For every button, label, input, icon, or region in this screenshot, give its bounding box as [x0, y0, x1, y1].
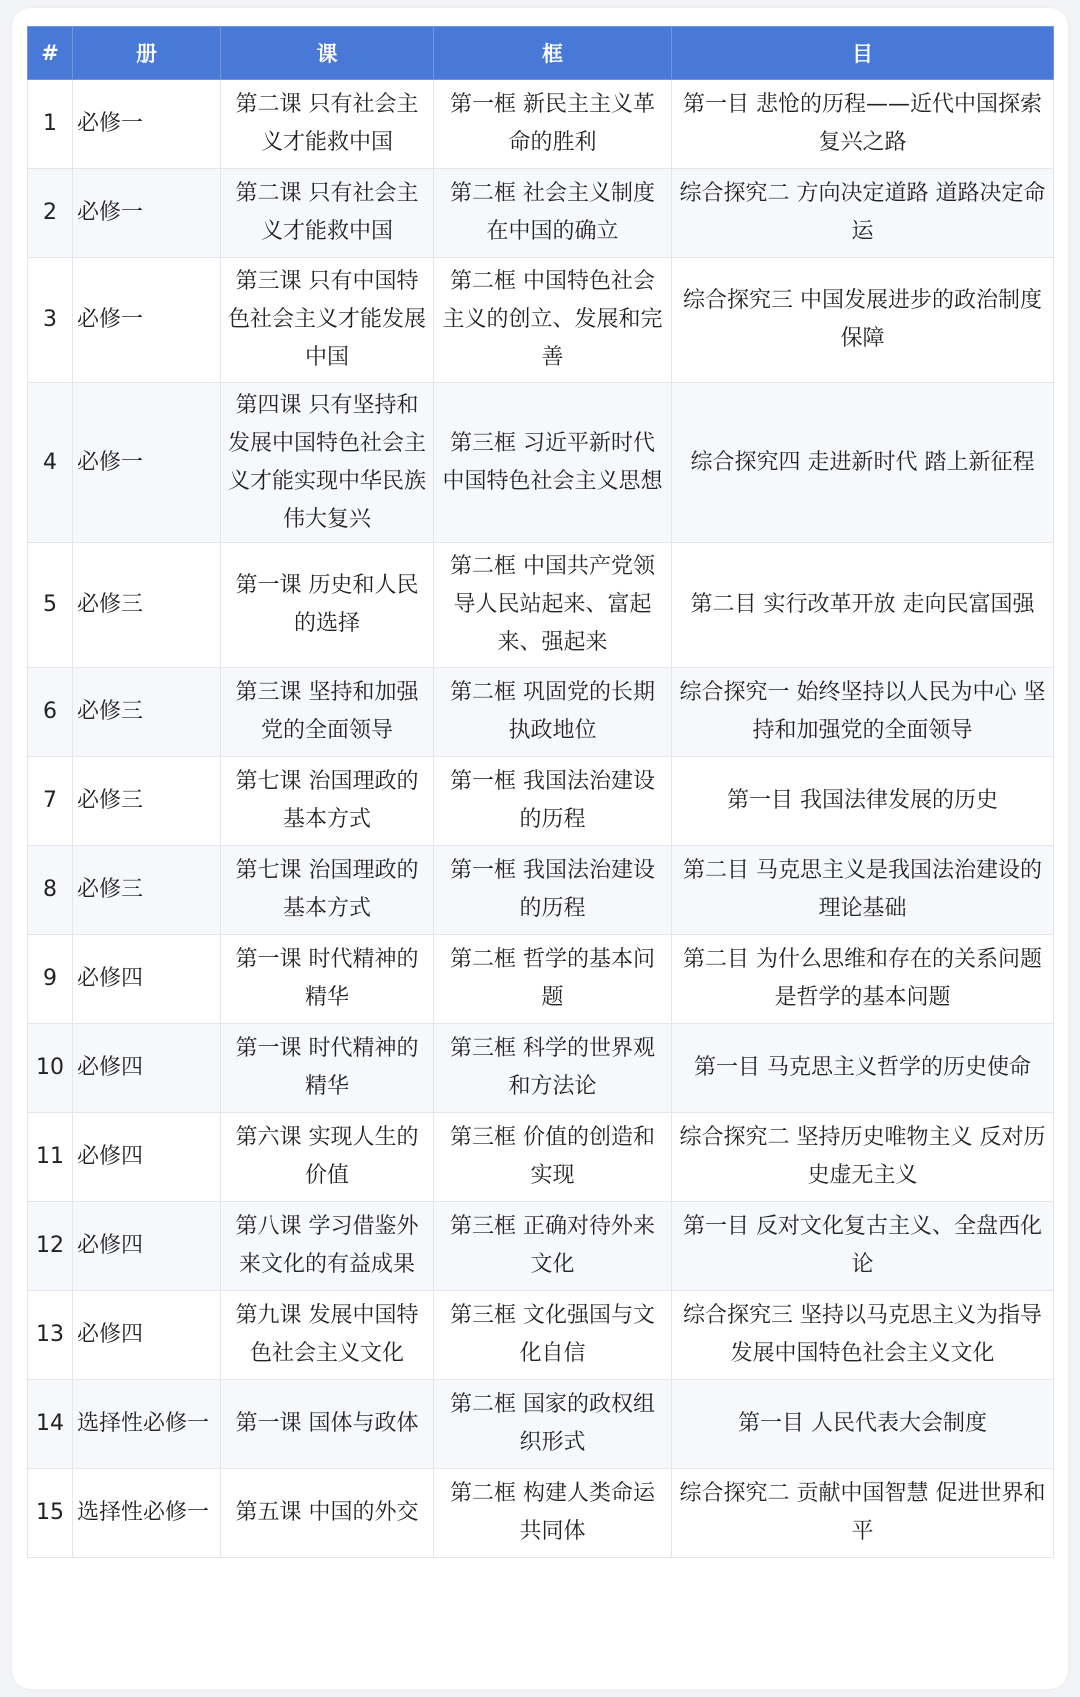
header-number: #: [28, 27, 73, 80]
row-frame: 第三框 习近平新时代中国特色社会主义思想: [434, 383, 672, 543]
row-item: 综合探究三 坚持以马克思主义为指导 发展中国特色社会主义文化: [672, 1291, 1054, 1380]
table-row: [28, 383, 1054, 543]
row-frame: 第三框 价值的创造和实现: [434, 1113, 672, 1202]
row-volume: 必修四: [73, 1113, 221, 1202]
table-header: [28, 27, 1054, 80]
row-volume: 必修三: [73, 668, 221, 757]
row-volume: 必修四: [73, 1202, 221, 1291]
row-lesson: 第四课 只有坚持和发展中国特色社会主义才能实现中华民族伟大复兴: [221, 383, 434, 543]
table-row: [28, 1113, 1054, 1202]
row-frame: 第三框 文化强国与文化自信: [434, 1291, 672, 1380]
row-number: 5: [28, 543, 73, 668]
table-row: [28, 80, 1054, 169]
table-row: [28, 846, 1054, 935]
row-number: 14: [28, 1380, 73, 1469]
row-item: 第一目 我国法律发展的历史: [672, 757, 1054, 846]
row-volume: 必修一: [73, 80, 221, 169]
row-number: 15: [28, 1469, 73, 1558]
row-lesson: 第七课 治国理政的基本方式: [221, 846, 434, 935]
row-item: 第一目 反对文化复古主义、全盘西化论: [672, 1202, 1054, 1291]
table-row: [28, 258, 1054, 383]
header-item: 目: [672, 27, 1054, 80]
row-frame: 第二框 国家的政权组织形式: [434, 1380, 672, 1469]
table-row: [28, 1380, 1054, 1469]
header-volume: 册: [73, 27, 221, 80]
row-item: 综合探究一 始终坚持以人民为中心 坚持和加强党的全面领导: [672, 668, 1054, 757]
row-frame: 第一框 新民主主义革命的胜利: [434, 80, 672, 169]
table-card: [12, 8, 1068, 1689]
row-volume: 选择性必修一: [73, 1380, 221, 1469]
row-volume: 必修三: [73, 846, 221, 935]
row-frame: 第二框 社会主义制度在中国的确立: [434, 169, 672, 258]
header-row: [28, 27, 1054, 80]
row-volume: 必修三: [73, 757, 221, 846]
row-item: 第二目 实行改革开放 走向民富国强: [672, 543, 1054, 668]
row-number: 10: [28, 1024, 73, 1113]
row-number: 8: [28, 846, 73, 935]
row-number: 13: [28, 1291, 73, 1380]
row-frame: 第二框 哲学的基本问题: [434, 935, 672, 1024]
row-item: 综合探究二 坚持历史唯物主义 反对历史虚无主义: [672, 1113, 1054, 1202]
row-item: 综合探究三 中国发展进步的政治制度保障: [672, 258, 1054, 383]
table-body: [28, 80, 1054, 1558]
row-lesson: 第八课 学习借鉴外来文化的有益成果: [221, 1202, 434, 1291]
table-row: [28, 1024, 1054, 1113]
course-table: [27, 26, 1054, 1558]
row-frame: 第二框 构建人类命运共同体: [434, 1469, 672, 1558]
row-item: 第一目 马克思主义哲学的历史使命: [672, 1024, 1054, 1113]
row-volume: 必修一: [73, 169, 221, 258]
row-lesson: 第五课 中国的外交: [221, 1469, 434, 1558]
row-number: 12: [28, 1202, 73, 1291]
table-row: [28, 757, 1054, 846]
row-lesson: 第一课 时代精神的精华: [221, 1024, 434, 1113]
row-item: 综合探究二 方向决定道路 道路决定命运: [672, 169, 1054, 258]
row-lesson: 第一课 历史和人民的选择: [221, 543, 434, 668]
table-row: [28, 543, 1054, 668]
row-item: 第一目 人民代表大会制度: [672, 1380, 1054, 1469]
row-number: 4: [28, 383, 73, 543]
row-volume: 必修四: [73, 1024, 221, 1113]
row-number: 9: [28, 935, 73, 1024]
row-lesson: 第九课 发展中国特色社会主义文化: [221, 1291, 434, 1380]
row-number: 7: [28, 757, 73, 846]
row-item: 第一目 悲怆的历程——近代中国探索复兴之路: [672, 80, 1054, 169]
row-frame: 第一框 我国法治建设的历程: [434, 757, 672, 846]
row-number: 3: [28, 258, 73, 383]
row-volume: 必修一: [73, 258, 221, 383]
table-row: [28, 169, 1054, 258]
row-frame: 第三框 科学的世界观和方法论: [434, 1024, 672, 1113]
row-volume: 必修四: [73, 935, 221, 1024]
row-frame: 第二框 中国共产党领导人民站起来、富起来、强起来: [434, 543, 672, 668]
table-row: [28, 935, 1054, 1024]
row-lesson: 第六课 实现人生的价值: [221, 1113, 434, 1202]
header-lesson: 课: [221, 27, 434, 80]
row-frame: 第二框 巩固党的长期执政地位: [434, 668, 672, 757]
row-item: 第二目 为什么思维和存在的关系问题是哲学的基本问题: [672, 935, 1054, 1024]
row-number: 1: [28, 80, 73, 169]
row-frame: 第一框 我国法治建设的历程: [434, 846, 672, 935]
row-lesson: 第三课 只有中国特色社会主义才能发展中国: [221, 258, 434, 383]
table-row: [28, 1291, 1054, 1380]
row-volume: 必修三: [73, 543, 221, 668]
row-number: 6: [28, 668, 73, 757]
row-volume: 必修一: [73, 383, 221, 543]
row-item: 综合探究四 走进新时代 踏上新征程: [672, 383, 1054, 543]
row-number: 2: [28, 169, 73, 258]
row-volume: 选择性必修一: [73, 1469, 221, 1558]
row-frame: 第二框 中国特色社会主义的创立、发展和完善: [434, 258, 672, 383]
row-lesson: 第一课 时代精神的精华: [221, 935, 434, 1024]
row-volume: 必修四: [73, 1291, 221, 1380]
row-lesson: 第一课 国体与政体: [221, 1380, 434, 1469]
header-frame: 框: [434, 27, 672, 80]
table-row: [28, 668, 1054, 757]
row-lesson: 第七课 治国理政的基本方式: [221, 757, 434, 846]
row-item: 第二目 马克思主义是我国法治建设的理论基础: [672, 846, 1054, 935]
row-item: 综合探究二 贡献中国智慧 促进世界和平: [672, 1469, 1054, 1558]
table-row: [28, 1202, 1054, 1291]
row-lesson: 第三课 坚持和加强党的全面领导: [221, 668, 434, 757]
row-lesson: 第二课 只有社会主义才能救中国: [221, 80, 434, 169]
row-number: 11: [28, 1113, 73, 1202]
table-row: [28, 1469, 1054, 1558]
row-lesson: 第二课 只有社会主义才能救中国: [221, 169, 434, 258]
row-frame: 第三框 正确对待外来文化: [434, 1202, 672, 1291]
